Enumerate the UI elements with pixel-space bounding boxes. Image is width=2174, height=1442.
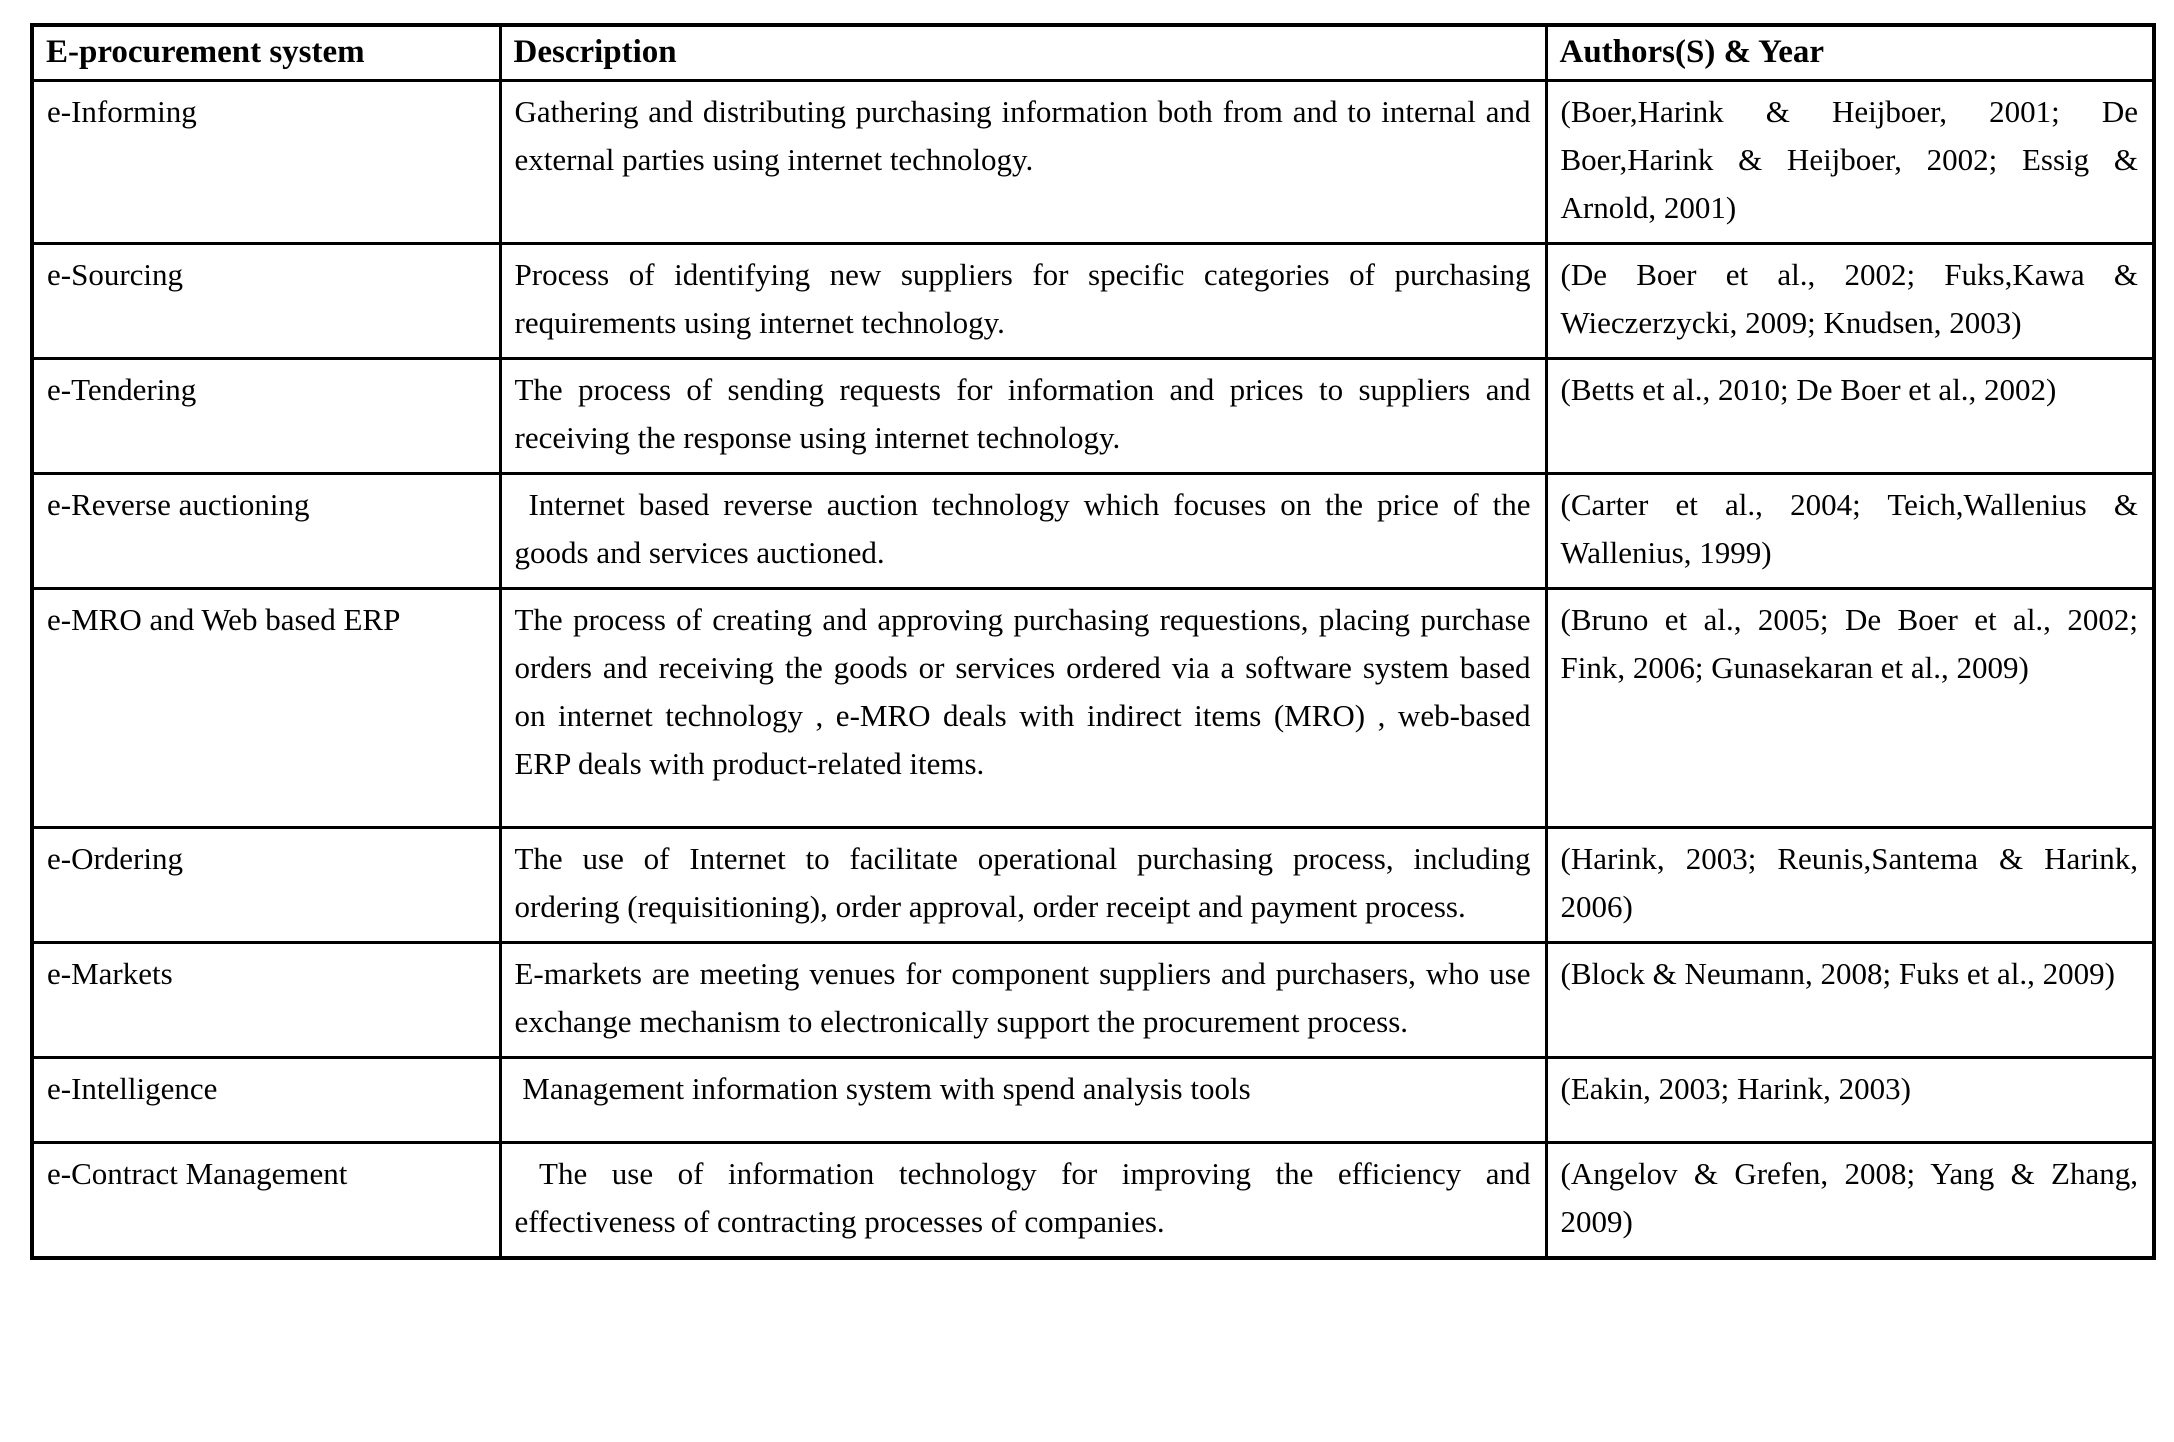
authors-cell: (De Boer et al., 2002; Fuks,Kawa & Wieczerzycki, 2009; Knudsen, 2003) [1546,244,2154,359]
authors-cell: (Angelov & Grefen, 2008; Yang & Zhang, 2009) [1546,1143,2154,1259]
system-cell: e-Tendering [32,359,500,474]
table-row [32,828,2154,943]
header-description: Description [500,25,1546,81]
table-row [32,81,2154,244]
eprocurement-table [30,23,2156,1260]
authors-cell: (Betts et al., 2010; De Boer et al., 2002) [1546,359,2154,474]
description-cell: Gathering and distributing purchasing information both from and to internal and external parties using internet technology. [500,81,1546,244]
authors-cell: (Eakin, 2003; Harink, 2003) [1546,1058,2154,1143]
table-row [32,474,2154,589]
table-row [32,244,2154,359]
description-cell: The process of creating and approving purchasing requestions, placing purchase orders and receiving the goods or services ordered via a software system based on internet technology , e-MRO deals with indirect items (MRO) , web-based ERP deals with product-related items. [500,589,1546,828]
authors-cell: (Carter et al., 2004; Teich,Wallenius & Wallenius, 1999) [1546,474,2154,589]
description-cell: Process of identifying new suppliers for specific categories of purchasing requirements using internet technology. [500,244,1546,359]
authors-cell: (Harink, 2003; Reunis,Santema & Harink, 2006) [1546,828,2154,943]
system-cell: e-MRO and Web based ERP [32,589,500,828]
table-row [32,589,2154,828]
description-cell: The use of Internet to facilitate operational purchasing process, including ordering (requisitioning), order approval, order receipt and payment process. [500,828,1546,943]
system-cell: e-Intelligence [32,1058,500,1143]
system-cell: e-Sourcing [32,244,500,359]
system-cell: e-Ordering [32,828,500,943]
header-system: E-procurement system [32,25,500,81]
table-row [32,359,2154,474]
header-row [32,25,2154,81]
description-cell: The process of sending requests for information and prices to suppliers and receiving the response using internet technology. [500,359,1546,474]
authors-cell: (Boer,Harink & Heijboer, 2001; De Boer,Harink & Heijboer, 2002; Essig & Arnold, 2001) [1546,81,2154,244]
table-row [32,1143,2154,1259]
table-body [32,81,2154,1259]
description-cell: Internet based reverse auction technology which focuses on the price of the goods and services auctioned. [500,474,1546,589]
authors-cell: (Block & Neumann, 2008; Fuks et al., 2009) [1546,943,2154,1058]
table-row [32,943,2154,1058]
authors-cell: (Bruno et al., 2005; De Boer et al., 2002; Fink, 2006; Gunasekaran et al., 2009) [1546,589,2154,828]
header-authors: Authors(S) & Year [1546,25,2154,81]
description-cell: The use of information technology for improving the efficiency and effectiveness of contracting processes of companies. [500,1143,1546,1259]
system-cell: e-Contract Management [32,1143,500,1259]
system-cell: e-Informing [32,81,500,244]
system-cell: e-Reverse auctioning [32,474,500,589]
description-cell: Management information system with spend analysis tools [500,1058,1546,1143]
table-row [32,1058,2154,1143]
description-cell: E-markets are meeting venues for component suppliers and purchasers, who use exchange mechanism to electronically support the procurement process. [500,943,1546,1058]
system-cell: e-Markets [32,943,500,1058]
